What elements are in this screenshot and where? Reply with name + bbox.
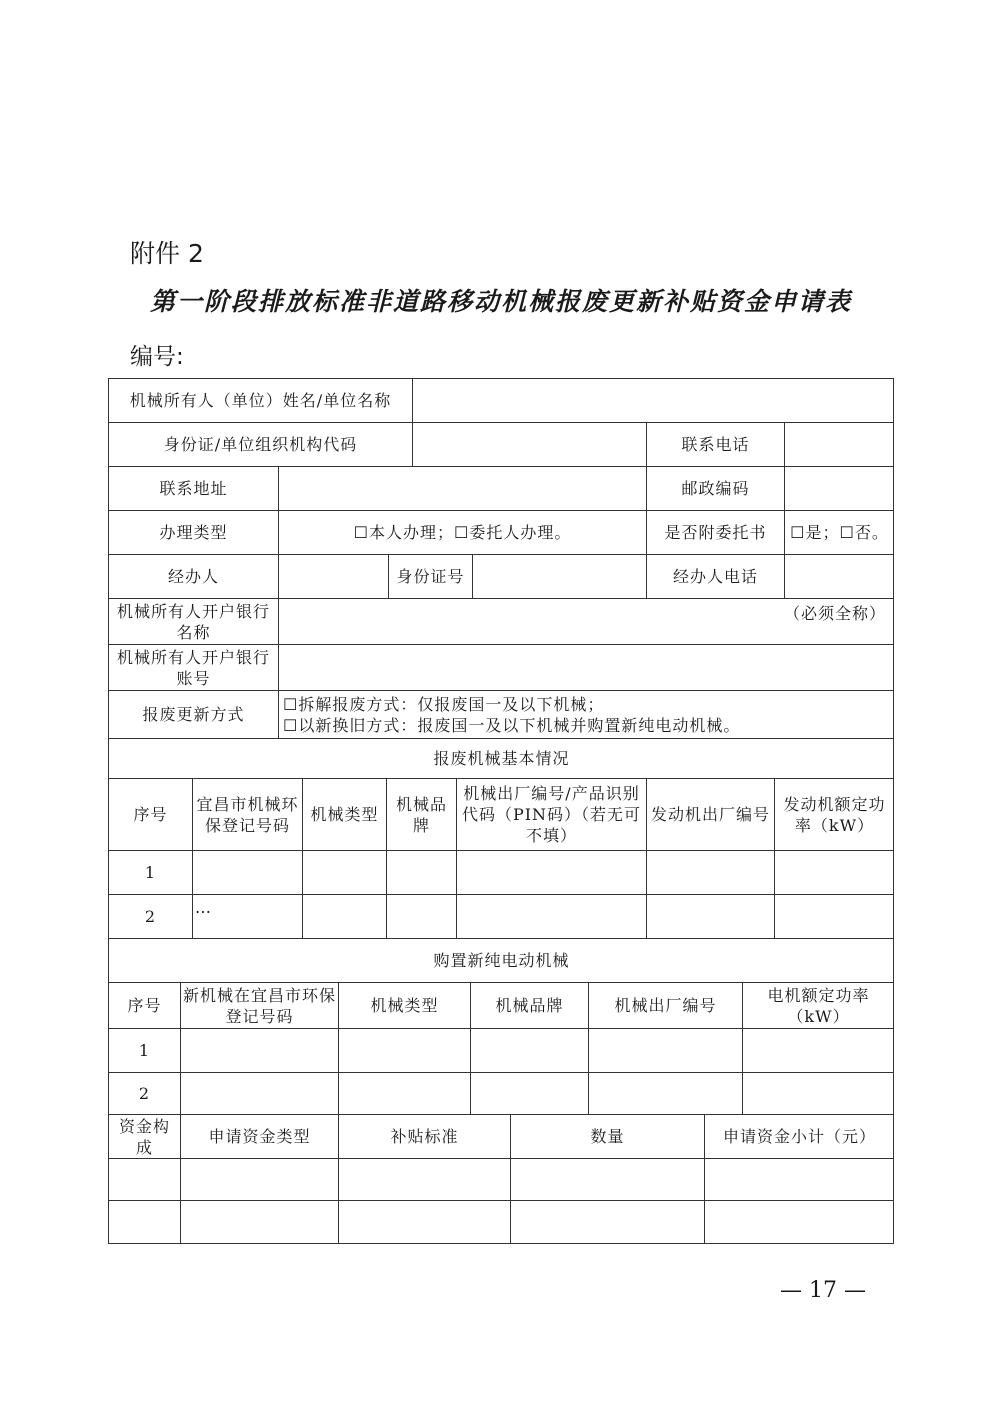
page-number: — 17 — (780, 1278, 866, 1303)
fund-row-2-quantity[interactable] (510, 1200, 704, 1244)
bank-account-label: 机械所有人开户银行账号 (108, 644, 278, 690)
agent-phone-label: 经办人电话 (646, 554, 784, 598)
scrap-header-pin: 机械出厂编号/产品识别代码（PIN码）（若无可不填） (456, 778, 646, 850)
new-row-2-power[interactable] (742, 1072, 894, 1114)
fund-row-1-subtotal[interactable] (704, 1158, 894, 1200)
scrap-header-power: 发动机额定功率（kW） (774, 778, 894, 850)
new-header-reg-no: 新机械在宜昌市环保登记号码 (180, 982, 338, 1028)
scrap-header-engine-no: 发动机出厂编号 (646, 778, 774, 850)
new-row-2-reg-no[interactable] (180, 1072, 338, 1114)
proxy-letter-checkboxes[interactable]: ☐是；☐否。 (784, 510, 894, 554)
handle-type-label: 办理类型 (108, 510, 278, 554)
bank-name-note[interactable]: （必须全称） (278, 598, 894, 644)
agent-phone-field[interactable] (784, 554, 894, 598)
new-row-1-factory-no[interactable] (588, 1028, 742, 1072)
new-header-index: 序号 (108, 982, 180, 1028)
new-section-heading: 购置新纯电动机械 (108, 938, 894, 982)
fund-row-1-composition[interactable] (108, 1158, 180, 1200)
scrap-header-reg-no: 宜昌市机械环保登记号码 (192, 778, 302, 850)
scrap-row-2-brand[interactable] (386, 894, 456, 938)
scrap-header-brand: 机械品牌 (386, 778, 456, 850)
fund-row-2-type[interactable] (180, 1200, 338, 1244)
scrap-row-2-power[interactable] (774, 894, 894, 938)
address-field[interactable] (278, 466, 646, 510)
method-option-dismantle[interactable]: ☐拆解报废方式：仅报废国一及以下机械； (283, 694, 605, 714)
fund-header-composition: 资金构成 (108, 1114, 180, 1158)
fund-header-type: 申请资金类型 (180, 1114, 338, 1158)
scrap-row-1-pin[interactable] (456, 850, 646, 894)
serial-number-label: 编号: (130, 344, 184, 370)
postcode-field[interactable] (784, 466, 894, 510)
id-code-field[interactable] (412, 422, 646, 466)
new-row-2-factory-no[interactable] (588, 1072, 742, 1114)
new-header-brand: 机械品牌 (470, 982, 588, 1028)
address-label: 联系地址 (108, 466, 278, 510)
phone-label: 联系电话 (646, 422, 784, 466)
scrap-row-1-power[interactable] (774, 850, 894, 894)
scrap-row-2-index: 2 (108, 894, 192, 938)
new-row-1-power[interactable] (742, 1028, 894, 1072)
handle-type-checkboxes[interactable]: ☐本人办理；☐委托人办理。 (278, 510, 646, 554)
update-method-options[interactable] (278, 690, 894, 738)
fund-row-1-standard[interactable] (338, 1158, 510, 1200)
new-row-2-index: 2 (108, 1072, 180, 1114)
application-form-table (108, 378, 894, 1244)
owner-name-label: 机械所有人（单位）姓名/单位名称 (108, 378, 412, 422)
fund-row-1-type[interactable] (180, 1158, 338, 1200)
fund-header-standard: 补贴标准 (338, 1114, 510, 1158)
scrap-row-1-index: 1 (108, 850, 192, 894)
scrap-row-1-type[interactable] (302, 850, 386, 894)
new-header-factory-no: 机械出厂编号 (588, 982, 742, 1028)
owner-name-field[interactable] (412, 378, 894, 422)
bank-name-label: 机械所有人开户银行名称 (108, 598, 278, 644)
proxy-letter-label: 是否附委托书 (646, 510, 784, 554)
scrap-header-index: 序号 (108, 778, 192, 850)
scrap-row-1-brand[interactable] (386, 850, 456, 894)
phone-field[interactable] (784, 422, 894, 466)
fund-row-2-standard[interactable] (338, 1200, 510, 1244)
scrap-row-1-engine-no[interactable] (646, 850, 774, 894)
new-header-type: 机械类型 (338, 982, 470, 1028)
agent-field[interactable] (278, 554, 388, 598)
scrap-row-2-engine-no[interactable] (646, 894, 774, 938)
scrap-row-1-reg-no[interactable] (192, 850, 302, 894)
fund-row-1-quantity[interactable] (510, 1158, 704, 1200)
new-row-2-type[interactable] (338, 1072, 470, 1114)
scrap-section-heading: 报废机械基本情况 (108, 738, 894, 778)
new-row-2-brand[interactable] (470, 1072, 588, 1114)
agent-id-label: 身份证号 (388, 554, 472, 598)
attachment-label: 附件 2 (130, 239, 204, 268)
new-header-power: 电机额定功率（kW） (742, 982, 894, 1028)
fund-header-subtotal: 申请资金小计（元） (704, 1114, 894, 1158)
agent-id-field[interactable] (472, 554, 646, 598)
scrap-header-type: 机械类型 (302, 778, 386, 850)
fund-row-2-composition[interactable] (108, 1200, 180, 1244)
update-method-label: 报废更新方式 (108, 690, 278, 738)
scrap-row-2-type[interactable] (302, 894, 386, 938)
new-row-1-index: 1 (108, 1028, 180, 1072)
id-code-label: 身份证/单位组织机构代码 (108, 422, 412, 466)
new-row-1-reg-no[interactable] (180, 1028, 338, 1072)
agent-label: 经办人 (108, 554, 278, 598)
method-option-trade-in[interactable]: ☐以新换旧方式：报废国一及以下机械并购置新纯电动机械。 (283, 715, 741, 735)
fund-row-2-subtotal[interactable] (704, 1200, 894, 1244)
new-row-1-type[interactable] (338, 1028, 470, 1072)
fund-header-quantity: 数量 (510, 1114, 704, 1158)
postcode-label: 邮政编码 (646, 466, 784, 510)
bank-account-field[interactable] (278, 644, 894, 690)
form-title: 第一阶段排放标准非道路移动机械报废更新补贴资金申请表 (150, 287, 853, 316)
new-row-1-brand[interactable] (470, 1028, 588, 1072)
scrap-row-2-reg-no[interactable]: … (192, 894, 302, 938)
scrap-row-2-pin[interactable] (456, 894, 646, 938)
